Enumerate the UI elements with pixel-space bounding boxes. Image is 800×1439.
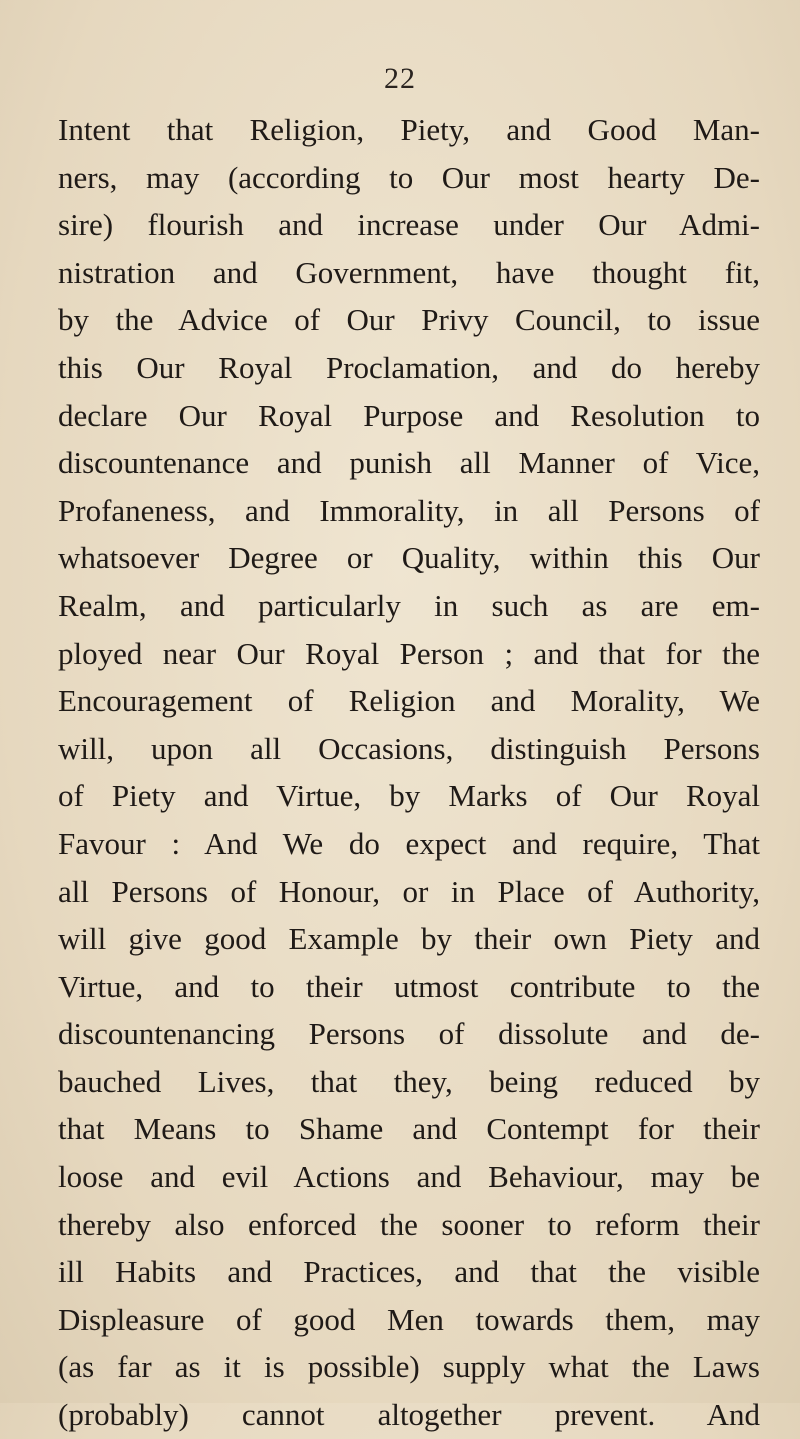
- text-line: sire) flourish and increase under Our Admi-: [58, 207, 760, 243]
- text-line: nistration and Government, have thought fit,: [58, 254, 760, 290]
- text-line: that Means to Shame and Contempt for their: [58, 1111, 760, 1147]
- text-line: will, upon all Occasions, distinguish Persons: [58, 730, 760, 766]
- text-line: bauched Lives, that they, being reduced by: [58, 1063, 760, 1099]
- text-line: Profaneness, and Immorality, in all Persons of: [58, 492, 760, 528]
- body-text: [58, 106, 760, 1439]
- text-line: declare Our Royal Purpose and Resolution to: [58, 397, 760, 433]
- text-line: whatsoever Degree or Quality, within this Our: [58, 540, 760, 576]
- text-line: discountenance and punish all Manner of Vice,: [58, 445, 760, 481]
- text-line: Virtue, and to their utmost contribute to the: [58, 968, 760, 1004]
- text-line: Intent that Religion, Piety, and Good Man-: [58, 112, 760, 147]
- text-line: this Our Royal Proclamation, and do hereby: [58, 349, 760, 385]
- text-line: all Persons of Honour, or in Place of Authority,: [58, 873, 760, 909]
- text-line: thereby also enforced the sooner to reform their: [58, 1206, 760, 1242]
- text-line: ployed near Our Royal Person ; and that for the: [58, 635, 760, 671]
- text-line: will give good Example by their own Piety and: [58, 921, 760, 957]
- text-line: loose and evil Actions and Behaviour, may be: [58, 1159, 760, 1195]
- text-line: (probably) cannot altogether prevent. And: [58, 1397, 760, 1433]
- text-line: Favour : And We do expect and require, That: [58, 825, 760, 861]
- text-line: discountenancing Persons of dissolute and de-: [58, 1016, 760, 1052]
- text-line: by the Advice of Our Privy Council, to issue: [58, 302, 760, 338]
- text-line: of Piety and Virtue, by Marks of Our Royal: [58, 778, 760, 814]
- text-line: Displeasure of good Men towards them, may: [58, 1301, 760, 1337]
- text-line: ners, may (according to Our most hearty De-: [58, 159, 760, 195]
- page-number: 22: [384, 62, 416, 95]
- text-line: Realm, and particularly in such as are em-: [58, 587, 760, 623]
- text-line: Encouragement of Religion and Morality, We: [58, 683, 760, 719]
- text-line: ill Habits and Practices, and that the visible: [58, 1254, 760, 1290]
- text-line: (as far as it is possible) supply what the Laws: [58, 1349, 760, 1385]
